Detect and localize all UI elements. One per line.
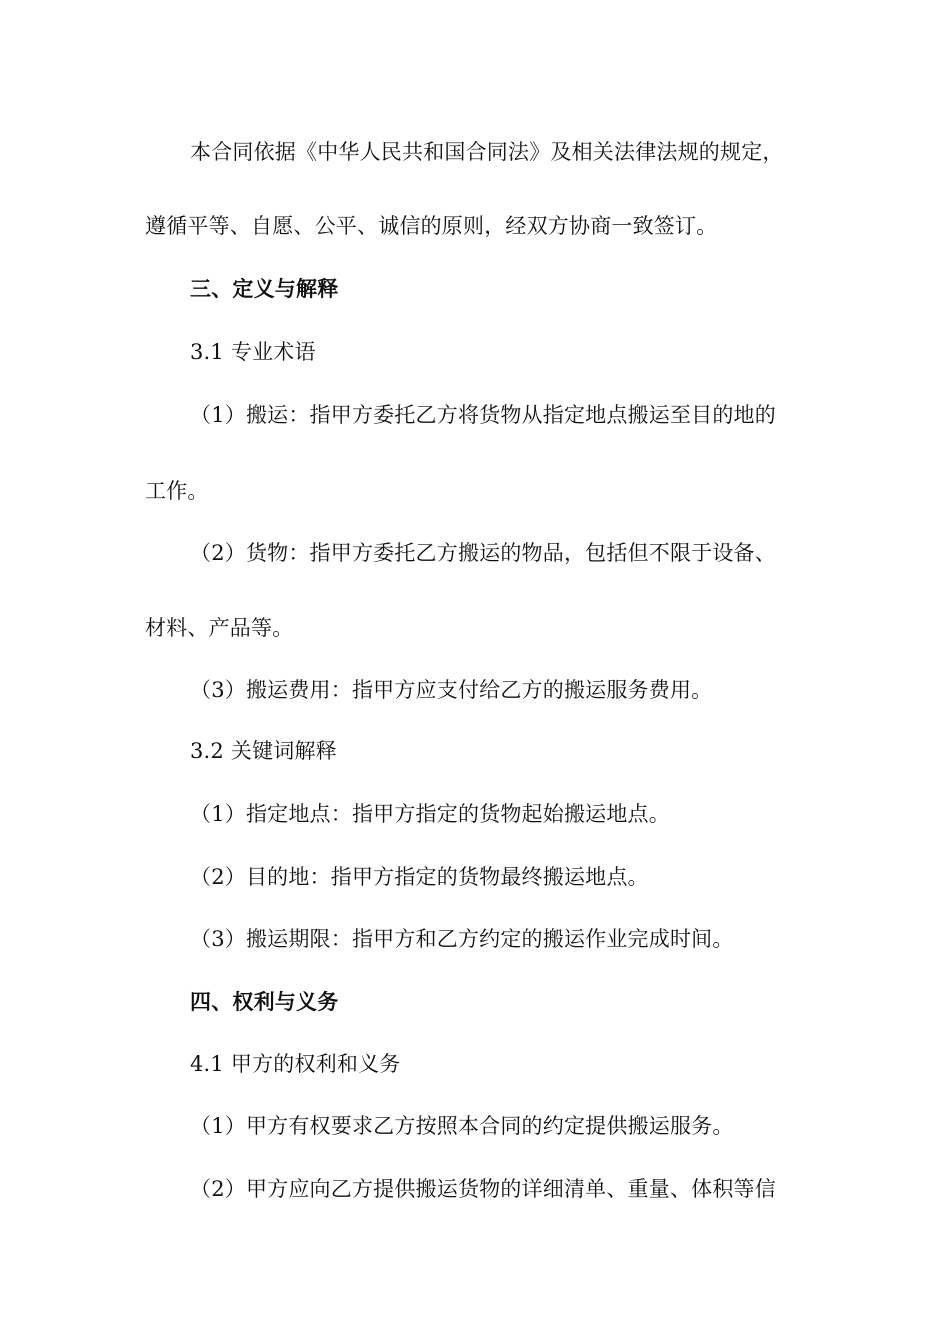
paragraph-line: （3）搬运期限：指甲方和乙方约定的搬运作业完成时间。 xyxy=(190,927,734,951)
subsection-heading: 3.1 专业术语 xyxy=(190,340,316,364)
section-heading: 四、权利与义务 xyxy=(190,989,339,1014)
paragraph-line: 遵循平等、自愿、公平、诚信的原则，经双方协商一致签订。 xyxy=(145,214,718,238)
paragraph-line: （1）指定地点：指甲方指定的货物起始搬运地点。 xyxy=(190,802,670,826)
subsection-heading: 4.1 甲方的权利和义务 xyxy=(190,1052,401,1076)
paragraph-line: （2）货物：指甲方委托乙方搬运的物品，包括但不限于设备、 xyxy=(190,541,776,565)
paragraph-line: 本合同依据《中华人民共和国合同法》及相关法律法规的规定， xyxy=(190,140,784,164)
paragraph-line: （1）搬运：指甲方委托乙方将货物从指定地点搬运至目的地的 xyxy=(190,403,776,427)
paragraph-line: （2）甲方应向乙方提供搬运货物的详细清单、重量、体积等信 xyxy=(190,1177,776,1201)
section-heading: 三、定义与解释 xyxy=(190,276,339,301)
paragraph-line: （3）搬运费用：指甲方应支付给乙方的搬运服务费用。 xyxy=(190,678,713,702)
paragraph-line: （2）目的地：指甲方指定的货物最终搬运地点。 xyxy=(190,865,649,889)
paragraph-line: 材料、产品等。 xyxy=(145,616,294,640)
paragraph-line: 工作。 xyxy=(145,479,209,503)
paragraph-line: （1）甲方有权要求乙方按照本合同的约定提供搬运服务。 xyxy=(190,1114,734,1138)
subsection-heading: 3.2 关键词解释 xyxy=(190,739,337,763)
